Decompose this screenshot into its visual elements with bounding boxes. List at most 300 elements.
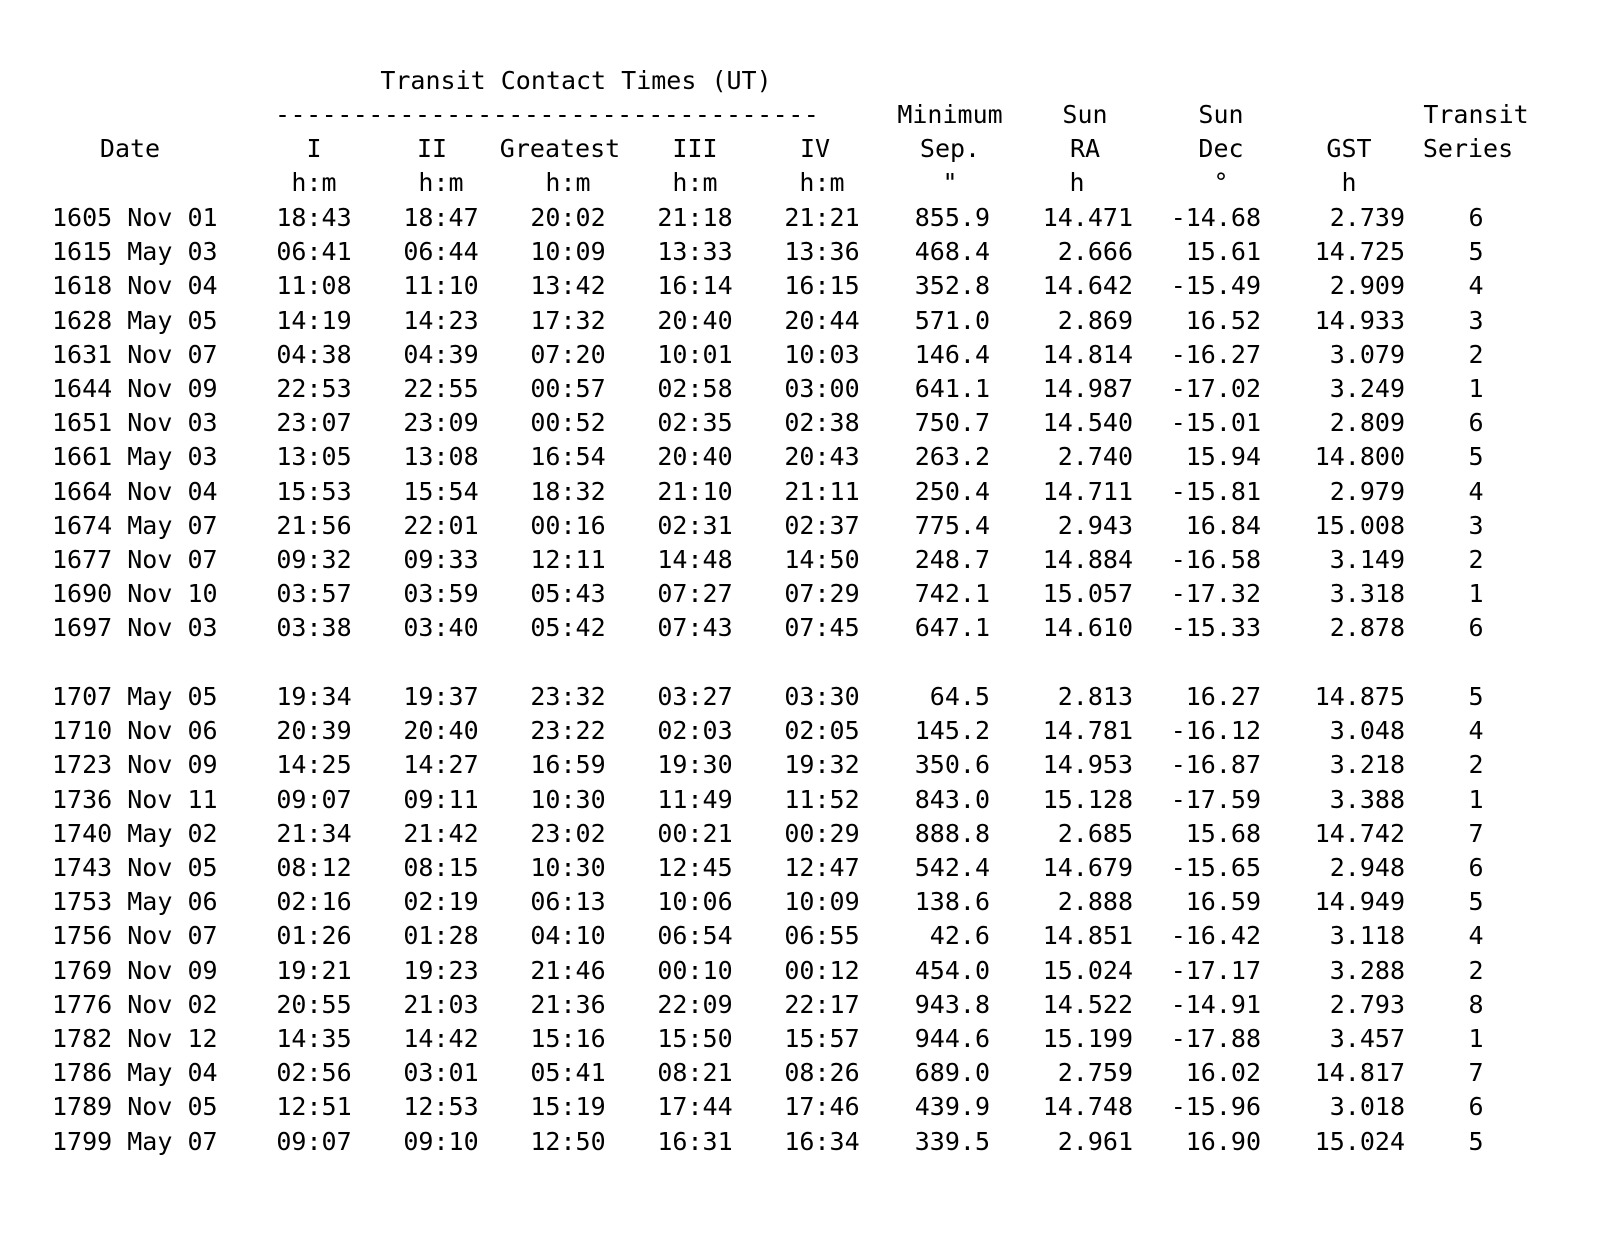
- contact-2-cell: 03:59: [403, 579, 479, 608]
- min-sep-cell: 250.4: [914, 477, 990, 506]
- contact-4-cell: 16:34: [784, 1127, 860, 1156]
- sun-ra-cell: 14.522: [1042, 990, 1133, 1019]
- sun-ra-cell: 14.748: [1042, 1092, 1133, 1121]
- contact-2-cell: 21:42: [403, 819, 479, 848]
- date-cell: 1753 May 06: [52, 887, 218, 916]
- header-greatest: Greatest: [499, 134, 621, 163]
- series-cell: 6: [1468, 1092, 1484, 1121]
- sun-dec-cell: -15.49: [1170, 271, 1261, 300]
- contact-3-cell: 15:50: [657, 1024, 733, 1053]
- greatest-cell: 10:30: [530, 853, 606, 882]
- contact-3-cell: 02:35: [657, 408, 733, 437]
- gst-cell: 2.909: [1329, 271, 1405, 300]
- date-cell: 1756 Nov 07: [52, 921, 218, 950]
- header-sun-dec-1: Sun: [1198, 100, 1244, 129]
- series-cell: 1: [1468, 1024, 1484, 1053]
- date-cell: 1707 May 05: [52, 682, 218, 711]
- table-row: [0, 987, 1600, 1022]
- sun-dec-cell: -14.91: [1170, 990, 1261, 1019]
- gst-cell: 15.024: [1314, 1127, 1405, 1156]
- series-cell: 7: [1468, 819, 1484, 848]
- greatest-cell: 00:52: [530, 408, 606, 437]
- gst-cell: 3.457: [1329, 1024, 1405, 1053]
- date-cell: 1644 Nov 09: [52, 374, 218, 403]
- contact-2-cell: 09:11: [403, 785, 479, 814]
- gst-cell: 2.948: [1329, 853, 1405, 882]
- contact-4-cell: 21:21: [784, 203, 860, 232]
- contact-1-cell: 23:07: [276, 408, 352, 437]
- gst-cell: 14.817: [1314, 1058, 1405, 1087]
- series-cell: 6: [1468, 203, 1484, 232]
- contact-1-cell: 19:21: [276, 956, 352, 985]
- header-sun-dec-2: Dec: [1198, 134, 1244, 163]
- contact-1-cell: 22:53: [276, 374, 352, 403]
- table-row: [0, 234, 1600, 269]
- contact-2-cell: 03:40: [403, 613, 479, 642]
- min-sep-cell: 352.8: [914, 271, 990, 300]
- contact-2-cell: 03:01: [403, 1058, 479, 1087]
- contact-4-cell: 12:47: [784, 853, 860, 882]
- contact-2-cell: 22:01: [403, 511, 479, 540]
- contact-1-cell: 01:26: [276, 921, 352, 950]
- gst-cell: 14.933: [1314, 306, 1405, 335]
- sun-ra-cell: 14.781: [1042, 716, 1133, 745]
- greatest-cell: 07:20: [530, 340, 606, 369]
- contact-4-cell: 20:44: [784, 306, 860, 335]
- table-row: [0, 1124, 1600, 1159]
- date-cell: 1631 Nov 07: [52, 340, 218, 369]
- contact-4-cell: 10:03: [784, 340, 860, 369]
- gst-cell: 3.149: [1329, 545, 1405, 574]
- series-cell: 4: [1468, 716, 1484, 745]
- contact-4-cell: 21:11: [784, 477, 860, 506]
- sun-ra-cell: 15.128: [1042, 785, 1133, 814]
- sun-ra-cell: 14.540: [1042, 408, 1133, 437]
- series-cell: 4: [1468, 271, 1484, 300]
- date-cell: 1799 May 07: [52, 1127, 218, 1156]
- contact-2-cell: 22:55: [403, 374, 479, 403]
- table-row: [0, 405, 1600, 440]
- greatest-cell: 10:09: [530, 237, 606, 266]
- header-gst: GST: [1326, 134, 1372, 163]
- contact-4-cell: 00:12: [784, 956, 860, 985]
- sun-ra-cell: 14.610: [1042, 613, 1133, 642]
- header-series-2: Series: [1422, 134, 1514, 163]
- sun-dec-cell: 15.68: [1185, 819, 1261, 848]
- header-sun-ra-2: RA: [1069, 134, 1101, 163]
- sun-dec-cell: 16.02: [1185, 1058, 1261, 1087]
- series-cell: 4: [1468, 921, 1484, 950]
- date-cell: 1628 May 05: [52, 306, 218, 335]
- min-sep-cell: 843.0: [914, 785, 990, 814]
- sun-dec-cell: -16.58: [1170, 545, 1261, 574]
- gst-cell: 3.318: [1329, 579, 1405, 608]
- table-row: [0, 782, 1600, 817]
- gst-cell: 3.079: [1329, 340, 1405, 369]
- contact-4-cell: 16:15: [784, 271, 860, 300]
- sun-ra-cell: 2.961: [1057, 1127, 1133, 1156]
- date-cell: 1743 Nov 05: [52, 853, 218, 882]
- series-cell: 8: [1468, 990, 1484, 1019]
- min-sep-cell: 944.6: [914, 1024, 990, 1053]
- gst-cell: 14.800: [1314, 442, 1405, 471]
- sun-dec-cell: -17.02: [1170, 374, 1261, 403]
- date-cell: 1605 Nov 01: [52, 203, 218, 232]
- header-series-1: Transit: [1423, 100, 1529, 129]
- series-cell: 3: [1468, 306, 1484, 335]
- table-row: [0, 747, 1600, 782]
- sun-ra-cell: 15.199: [1042, 1024, 1133, 1053]
- sun-dec-cell: -16.12: [1170, 716, 1261, 745]
- contact-4-cell: 10:09: [784, 887, 860, 916]
- table-row: [0, 850, 1600, 885]
- unit-sun-ra: h: [1069, 168, 1085, 197]
- sun-ra-cell: 2.759: [1057, 1058, 1133, 1087]
- series-cell: 2: [1468, 340, 1484, 369]
- greatest-cell: 20:02: [530, 203, 606, 232]
- greatest-cell: 23:02: [530, 819, 606, 848]
- sun-dec-cell: 16.84: [1185, 511, 1261, 540]
- sun-ra-cell: 14.851: [1042, 921, 1133, 950]
- sun-dec-cell: -15.96: [1170, 1092, 1261, 1121]
- unit-greatest: h:m: [545, 168, 591, 197]
- greatest-cell: 16:54: [530, 442, 606, 471]
- min-sep-cell: 750.7: [914, 408, 990, 437]
- min-sep-cell: 742.1: [914, 579, 990, 608]
- contact-3-cell: 19:30: [657, 750, 733, 779]
- sun-ra-cell: 14.953: [1042, 750, 1133, 779]
- table-row: [0, 610, 1600, 645]
- sun-dec-cell: -17.17: [1170, 956, 1261, 985]
- contact-2-cell: 21:03: [403, 990, 479, 1019]
- header-contact-2: II: [416, 134, 448, 163]
- contact-4-cell: 08:26: [784, 1058, 860, 1087]
- date-cell: 1723 Nov 09: [52, 750, 218, 779]
- header-sun-ra-1: Sun: [1062, 100, 1108, 129]
- contact-3-cell: 12:45: [657, 853, 733, 882]
- min-sep-cell: 439.9: [914, 1092, 990, 1121]
- date-cell: 1674 May 07: [52, 511, 218, 540]
- contact-4-cell: 15:57: [784, 1024, 860, 1053]
- min-sep-cell: 855.9: [914, 203, 990, 232]
- min-sep-cell: 42.6: [929, 921, 990, 950]
- gst-cell: 3.218: [1329, 750, 1405, 779]
- contact-1-cell: 21:56: [276, 511, 352, 540]
- title-underline: -----------------------------------: [275, 100, 820, 129]
- greatest-cell: 23:22: [530, 716, 606, 745]
- sun-dec-cell: -17.32: [1170, 579, 1261, 608]
- greatest-cell: 21:46: [530, 956, 606, 985]
- contact-3-cell: 13:33: [657, 237, 733, 266]
- gst-cell: 3.388: [1329, 785, 1405, 814]
- contact-4-cell: 03:00: [784, 374, 860, 403]
- sun-ra-cell: 14.471: [1042, 203, 1133, 232]
- sun-ra-cell: 15.024: [1042, 956, 1133, 985]
- sun-ra-cell: 14.642: [1042, 271, 1133, 300]
- contact-4-cell: 06:55: [784, 921, 860, 950]
- contact-1-cell: 12:51: [276, 1092, 352, 1121]
- table-row: [0, 508, 1600, 543]
- sun-ra-cell: 14.987: [1042, 374, 1133, 403]
- sun-ra-cell: 14.814: [1042, 340, 1133, 369]
- min-sep-cell: 689.0: [914, 1058, 990, 1087]
- table-row: [0, 542, 1600, 577]
- contact-1-cell: 09:07: [276, 785, 352, 814]
- sun-dec-cell: 16.27: [1185, 682, 1261, 711]
- contact-4-cell: 17:46: [784, 1092, 860, 1121]
- sun-dec-cell: 15.94: [1185, 442, 1261, 471]
- contact-3-cell: 07:43: [657, 613, 733, 642]
- contact-4-cell: 02:05: [784, 716, 860, 745]
- min-sep-cell: 146.4: [914, 340, 990, 369]
- contact-3-cell: 00:21: [657, 819, 733, 848]
- sun-dec-cell: -17.59: [1170, 785, 1261, 814]
- table-row: [0, 1055, 1600, 1090]
- min-sep-cell: 454.0: [914, 956, 990, 985]
- date-cell: 1736 Nov 11: [52, 785, 218, 814]
- contact-3-cell: 11:49: [657, 785, 733, 814]
- date-cell: 1677 Nov 07: [52, 545, 218, 574]
- min-sep-cell: 641.1: [914, 374, 990, 403]
- series-cell: 7: [1468, 1058, 1484, 1087]
- contact-1-cell: 21:34: [276, 819, 352, 848]
- table-row: [0, 713, 1600, 748]
- greatest-cell: 12:11: [530, 545, 606, 574]
- gst-cell: 3.249: [1329, 374, 1405, 403]
- min-sep-cell: 339.5: [914, 1127, 990, 1156]
- gst-cell: 2.979: [1329, 477, 1405, 506]
- min-sep-cell: 350.6: [914, 750, 990, 779]
- sun-dec-cell: -16.42: [1170, 921, 1261, 950]
- greatest-cell: 05:41: [530, 1058, 606, 1087]
- contact-1-cell: 14:19: [276, 306, 352, 335]
- gst-cell: 2.878: [1329, 613, 1405, 642]
- greatest-cell: 05:42: [530, 613, 606, 642]
- table-row: [0, 474, 1600, 509]
- gst-cell: 2.739: [1329, 203, 1405, 232]
- contact-2-cell: 20:40: [403, 716, 479, 745]
- date-cell: 1776 Nov 02: [52, 990, 218, 1019]
- sun-ra-cell: 2.888: [1057, 887, 1133, 916]
- contact-1-cell: 20:55: [276, 990, 352, 1019]
- contact-3-cell: 14:48: [657, 545, 733, 574]
- contact-3-cell: 07:27: [657, 579, 733, 608]
- date-cell: 1789 Nov 05: [52, 1092, 218, 1121]
- contact-2-cell: 09:10: [403, 1127, 479, 1156]
- contact-2-cell: 14:42: [403, 1024, 479, 1053]
- title-line: [0, 63, 1600, 98]
- date-cell: 1769 Nov 09: [52, 956, 218, 985]
- table-row: [0, 337, 1600, 372]
- contact-4-cell: 07:45: [784, 613, 860, 642]
- contact-3-cell: 16:31: [657, 1127, 733, 1156]
- sun-dec-cell: -16.27: [1170, 340, 1261, 369]
- sun-dec-cell: 16.52: [1185, 306, 1261, 335]
- header-date: Date: [99, 134, 161, 163]
- sun-dec-cell: -15.01: [1170, 408, 1261, 437]
- series-cell: 2: [1468, 545, 1484, 574]
- min-sep-cell: 943.8: [914, 990, 990, 1019]
- series-cell: 6: [1468, 853, 1484, 882]
- series-cell: 2: [1468, 750, 1484, 779]
- gst-cell: 14.875: [1314, 682, 1405, 711]
- series-cell: 5: [1468, 442, 1484, 471]
- sun-ra-cell: 2.666: [1057, 237, 1133, 266]
- sun-dec-cell: -15.33: [1170, 613, 1261, 642]
- contact-4-cell: 13:36: [784, 237, 860, 266]
- contact-3-cell: 02:03: [657, 716, 733, 745]
- contact-2-cell: 09:33: [403, 545, 479, 574]
- date-cell: 1710 Nov 06: [52, 716, 218, 745]
- contact-3-cell: 21:18: [657, 203, 733, 232]
- contact-2-cell: 19:23: [403, 956, 479, 985]
- min-sep-cell: 542.4: [914, 853, 990, 882]
- table-row: [0, 918, 1600, 953]
- table-row: [0, 268, 1600, 303]
- sun-dec-cell: -17.88: [1170, 1024, 1261, 1053]
- gst-cell: 3.118: [1329, 921, 1405, 950]
- gst-cell: 14.742: [1314, 819, 1405, 848]
- header-row-1: [0, 97, 1600, 132]
- greatest-cell: 10:30: [530, 785, 606, 814]
- sun-dec-cell: -15.81: [1170, 477, 1261, 506]
- gst-cell: 3.288: [1329, 956, 1405, 985]
- date-cell: 1786 May 04: [52, 1058, 218, 1087]
- series-cell: 1: [1468, 374, 1484, 403]
- gst-cell: 14.725: [1314, 237, 1405, 266]
- series-cell: 1: [1468, 579, 1484, 608]
- contact-2-cell: 06:44: [403, 237, 479, 266]
- date-cell: 1697 Nov 03: [52, 613, 218, 642]
- min-sep-cell: 263.2: [914, 442, 990, 471]
- contact-2-cell: 14:27: [403, 750, 479, 779]
- sun-dec-cell: -15.65: [1170, 853, 1261, 882]
- contact-2-cell: 19:37: [403, 682, 479, 711]
- table-title: Transit Contact Times (UT): [380, 66, 772, 95]
- greatest-cell: 05:43: [530, 579, 606, 608]
- contact-4-cell: 20:43: [784, 442, 860, 471]
- sun-ra-cell: 14.711: [1042, 477, 1133, 506]
- contact-2-cell: 13:08: [403, 442, 479, 471]
- gst-cell: 3.048: [1329, 716, 1405, 745]
- gst-cell: 2.793: [1329, 990, 1405, 1019]
- date-cell: 1664 Nov 04: [52, 477, 218, 506]
- contact-1-cell: 19:34: [276, 682, 352, 711]
- unit-gst: h: [1341, 168, 1357, 197]
- table-row: [0, 679, 1600, 714]
- header-contact-3: III: [672, 134, 718, 163]
- series-cell: 5: [1468, 887, 1484, 916]
- contact-4-cell: 14:50: [784, 545, 860, 574]
- header-contact-1: I: [306, 134, 322, 163]
- contact-2-cell: 08:15: [403, 853, 479, 882]
- series-cell: 2: [1468, 956, 1484, 985]
- min-sep-cell: 571.0: [914, 306, 990, 335]
- contact-2-cell: 04:39: [403, 340, 479, 369]
- contact-3-cell: 02:58: [657, 374, 733, 403]
- contact-3-cell: 00:10: [657, 956, 733, 985]
- sun-ra-cell: 2.813: [1057, 682, 1133, 711]
- contact-2-cell: 11:10: [403, 271, 479, 300]
- contact-3-cell: 10:06: [657, 887, 733, 916]
- series-cell: 1: [1468, 785, 1484, 814]
- unit-contact-3: h:m: [672, 168, 718, 197]
- contact-3-cell: 20:40: [657, 306, 733, 335]
- contact-3-cell: 17:44: [657, 1092, 733, 1121]
- units-row: [0, 165, 1600, 200]
- contact-3-cell: 10:01: [657, 340, 733, 369]
- sun-dec-cell: -16.87: [1170, 750, 1261, 779]
- contact-1-cell: 11:08: [276, 271, 352, 300]
- gst-cell: 15.008: [1314, 511, 1405, 540]
- contact-3-cell: 06:54: [657, 921, 733, 950]
- series-cell: 4: [1468, 477, 1484, 506]
- series-cell: 5: [1468, 682, 1484, 711]
- greatest-cell: 23:32: [530, 682, 606, 711]
- contact-1-cell: 13:05: [276, 442, 352, 471]
- header-row-2: [0, 131, 1600, 166]
- min-sep-cell: 888.8: [914, 819, 990, 848]
- unit-sun-dec: °: [1213, 168, 1229, 197]
- contact-2-cell: 15:54: [403, 477, 479, 506]
- unit-contact-1: h:m: [291, 168, 337, 197]
- date-cell: 1618 Nov 04: [52, 271, 218, 300]
- greatest-cell: 15:19: [530, 1092, 606, 1121]
- contact-1-cell: 02:16: [276, 887, 352, 916]
- table-row: [0, 303, 1600, 338]
- min-sep-cell: 468.4: [914, 237, 990, 266]
- greatest-cell: 00:57: [530, 374, 606, 403]
- min-sep-cell: 138.6: [914, 887, 990, 916]
- sun-dec-cell: 15.61: [1185, 237, 1261, 266]
- contact-4-cell: 02:37: [784, 511, 860, 540]
- table-row: [0, 200, 1600, 235]
- greatest-cell: 15:16: [530, 1024, 606, 1053]
- series-cell: 6: [1468, 408, 1484, 437]
- contact-2-cell: 23:09: [403, 408, 479, 437]
- greatest-cell: 16:59: [530, 750, 606, 779]
- contact-4-cell: 11:52: [784, 785, 860, 814]
- date-cell: 1782 Nov 12: [52, 1024, 218, 1053]
- contact-1-cell: 03:38: [276, 613, 352, 642]
- date-cell: 1690 Nov 10: [52, 579, 218, 608]
- greatest-cell: 12:50: [530, 1127, 606, 1156]
- min-sep-cell: 647.1: [914, 613, 990, 642]
- contact-3-cell: 16:14: [657, 271, 733, 300]
- contact-4-cell: 03:30: [784, 682, 860, 711]
- contact-1-cell: 03:57: [276, 579, 352, 608]
- min-sep-cell: 775.4: [914, 511, 990, 540]
- contact-4-cell: 07:29: [784, 579, 860, 608]
- date-cell: 1661 May 03: [52, 442, 218, 471]
- contact-1-cell: 04:38: [276, 340, 352, 369]
- sun-ra-cell: 2.869: [1057, 306, 1133, 335]
- sun-dec-cell: 16.90: [1185, 1127, 1261, 1156]
- greatest-cell: 18:32: [530, 477, 606, 506]
- contact-1-cell: 18:43: [276, 203, 352, 232]
- series-cell: 3: [1468, 511, 1484, 540]
- contact-3-cell: 03:27: [657, 682, 733, 711]
- table-row: [0, 953, 1600, 988]
- contact-1-cell: 20:39: [276, 716, 352, 745]
- contact-2-cell: 14:23: [403, 306, 479, 335]
- sun-ra-cell: 14.679: [1042, 853, 1133, 882]
- table-row: [0, 439, 1600, 474]
- table-row: [0, 884, 1600, 919]
- contact-1-cell: 09:07: [276, 1127, 352, 1156]
- min-sep-cell: 248.7: [914, 545, 990, 574]
- header-min-sep-1: Minimum: [897, 100, 1003, 129]
